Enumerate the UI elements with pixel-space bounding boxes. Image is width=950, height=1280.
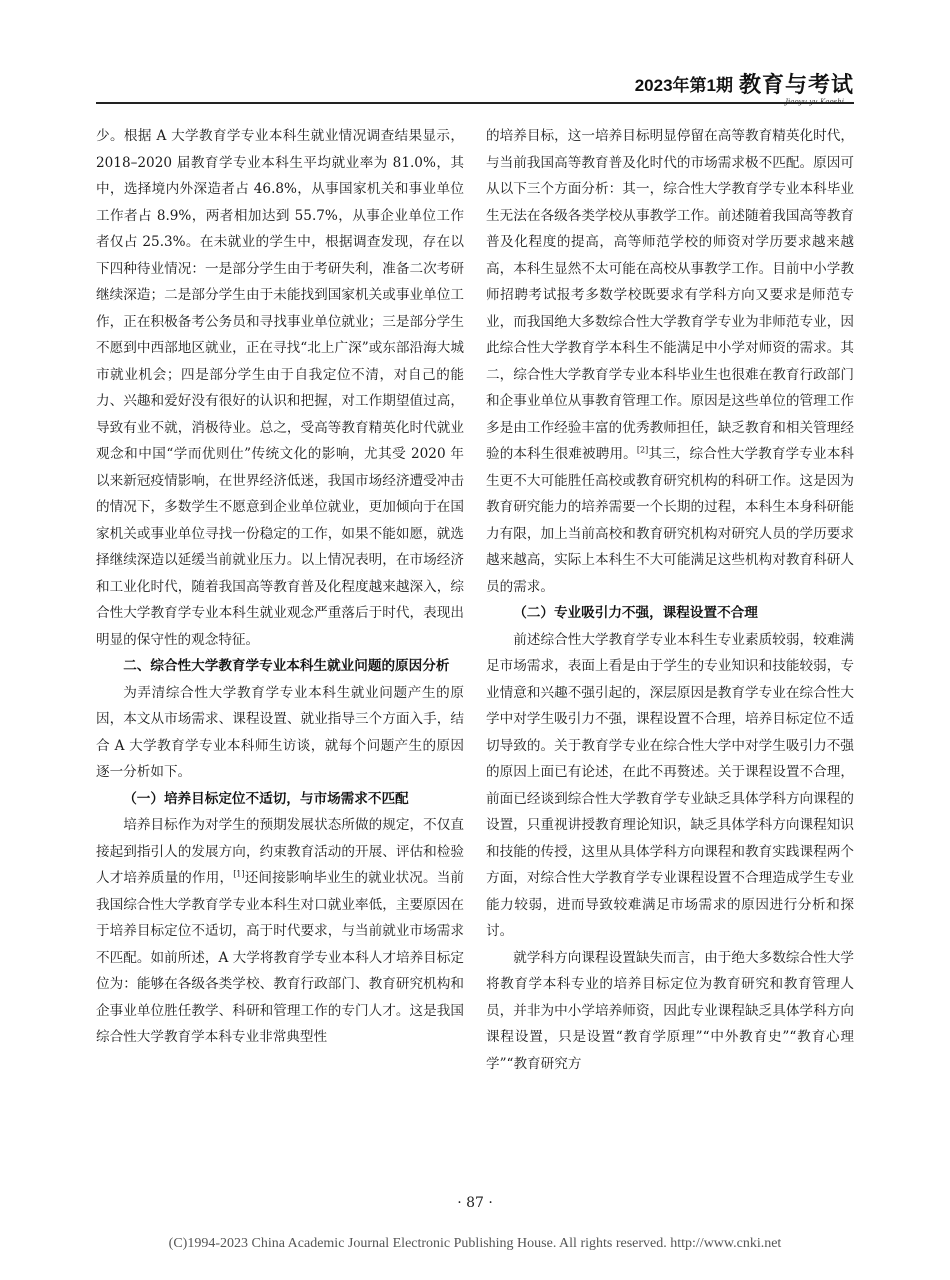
paragraph: 就学科方向课程设置缺失而言，由于绝大多数综合性大学将教育学本科专业的培养目标定位为教育研究和教育管理人员，并非为中小学培养师资，因此专业课程缺乏具体学科方向课程设置，只是设置“教育学原理”“中外教育史”“教育心理学”“教育研究方 (486, 949, 854, 1072)
page-header (96, 72, 854, 108)
copyright-footer: (C)1994-2023 China Academic Journal Electronic Publishing House. All rights reserved. http://www.cnki.net (168, 1236, 782, 1251)
citation-ref[interactable]: [2] (636, 445, 649, 455)
header-text (635, 72, 854, 98)
citation-ref[interactable]: [1] (233, 869, 245, 879)
section-heading: 二、综合性大学教育学专业本科生就业问题的原因分析 (123, 658, 450, 674)
subsection-heading: （一）培养目标定位不适切，与市场需求不匹配 (123, 790, 409, 807)
left-column (96, 123, 464, 1051)
paragraph-text: 培养目标作为对学生的预期发展状态所做的规定，不仅直接起到指引人的发展方向，约束教育活动的开展、评估和检验人才培养质量的作用， (96, 817, 464, 886)
paragraph-text: 还间接影响毕业生的就业状况。当前我国综合性大学教育学专业本科生对口就业率低，主要原因在于培养目标定位不适切，高于时代要求，与当前就业市场需求不匹配。如前所述，A 大学将教育学专业本科人才培养目标定位为：能够在各级各类学校、教育行政部门、教育研究机构和企事业单位胜任教学、科研和管理工作的专门人才。这是我国综合性大学教育学本科专业非常典型性 (96, 870, 465, 1045)
paragraph-text: 其三，综合性大学教育学专业本科生更不大可能胜任高校或教育研究机构的科研工作。这是因为教育研究能力的培养需要一个长期的过程，本科生本身科研能力有限，加上当前高校和教育研究机构对研究人员的学历要求越来越高，实际上本科生不大可能满足这些机构对教育科研人员的需求。 (486, 446, 855, 595)
journal-title: 教育与考试 (738, 72, 854, 98)
paragraph (96, 812, 464, 1051)
subsection-heading: （二）专业吸引力不强，课程设置不合理 (513, 605, 758, 621)
paragraph (486, 123, 854, 600)
paragraph: 为弄清综合性大学教育学专业本科生就业问题产生的原因，本文从市场需求、课程设置、就业指导三个方面入手，结合 A 大学教育学专业本科师生访谈，就每个问题产生的原因逐一分析如下。 (96, 684, 464, 780)
right-column (486, 123, 854, 1077)
issue-label: 2023年第1期 (634, 76, 733, 95)
header-rule (96, 102, 854, 104)
paragraph: 少。根据 A 大学教育学专业本科生就业情况调查结果显示，2018–2020 届教育学专业本科生平均就业率为 81.0%，其中，选择境内外深造者占 46.8%，从事国家机关和事业单位工作者占 8.9%，两者相加达到 55.7%，从事企业单位工作者仅占 25.3%。在未就业的学生中，根据调查发现，存在以下四种待业情况：一是部分学生由于考研失利，准备二次考研继续深造；二是部分学生由于未能找到国家机关或事业单位工作，正在积极备考公务员和寻找事业单位就业；三是部分学生不愿到中西部地区就业，正在寻找“北上广深”或东部沿海大城市就业机会；四是部分学生由于自我定位不清，对自己的能力、兴趣和爱好没有很好的认识和把握，对工作期望值过高，导致有业不就，消极待业。总之，受高等教育精英化时代就业观念和中国“学而优则仕”传统文化的影响，尤其受 2020 年以来新冠疫情影响，在世界经济低迷，我国市场经济遭受冲击的情况下，多数学生不愿意到企业单位就业，更加倾向于在国家机关或事业单位寻找一份稳定的工作，如果不能如愿，就选择继续深造以延缓当前就业压力。以上情况表明，在市场经济和工业化时代，随着我国高等教育普及化程度越来越深入，综合性大学教育学专业本科生就业观念严重落后于时代，表现出明显的保守性的观念特征。 (96, 128, 464, 648)
paragraph: 前述综合性大学教育学专业本科生专业素质较弱，较难满足市场需求，表面上看是由于学生的专业知识和技能较弱，专业情意和兴趣不强引起的，深层原因是教育学专业在综合性大学中对学生吸引力不强，课程设置不合理，培养目标定位不适切导致的。关于教育学专业在综合性大学中对学生吸引力不强的原因上面已有论述，在此不再赘述。关于课程设置不合理，前面已经谈到综合性大学教育学专业缺乏具体学科方向课程的设置，只重视讲授教育理论知识，缺乏具体学科方向课程知识和技能的传授，这里从具体学科方向课程和教育实践课程两个方面，对综合性大学教育学专业课程设置不合理造成学生专业能力较弱，进而导致较难满足市场需求的原因进行分析和探讨。 (486, 631, 854, 939)
page-number: · 87 · (457, 1195, 493, 1211)
journal-pinyin: Jiaoyu yu Kaoshi (785, 98, 844, 106)
paragraph-text: 的培养目标，这一培养目标明显停留在高等教育精英化时代，与当前我国高等教育普及化时代的市场需求极不匹配。原因可从以下三个方面分析：其一，综合性大学教育学专业本科毕业生无法在各级各类学校从事教学工作。前述随着我国高等教育普及化程度的提高，高等师范学校的师资对学历要求越来越高，本科生显然不太可能在高校从事教学工作。目前中小学教师招聘考试报考多数学校既要求有学科方向又要求是师范专业，而我国绝大多数综合性大学教育学专业为非师范专业，因此综合性大学教育学本科生不能满足中小学对师资的需求。其二，综合性大学教育学专业本科毕业生也很难在教育行政部门和企事业单位从事教育管理工作。原因是这些单位的管理工作多是由工作经验丰富的优秀教师担任，缺乏教育和相关管理经验的本科生很难被聘用。 (486, 128, 854, 462)
